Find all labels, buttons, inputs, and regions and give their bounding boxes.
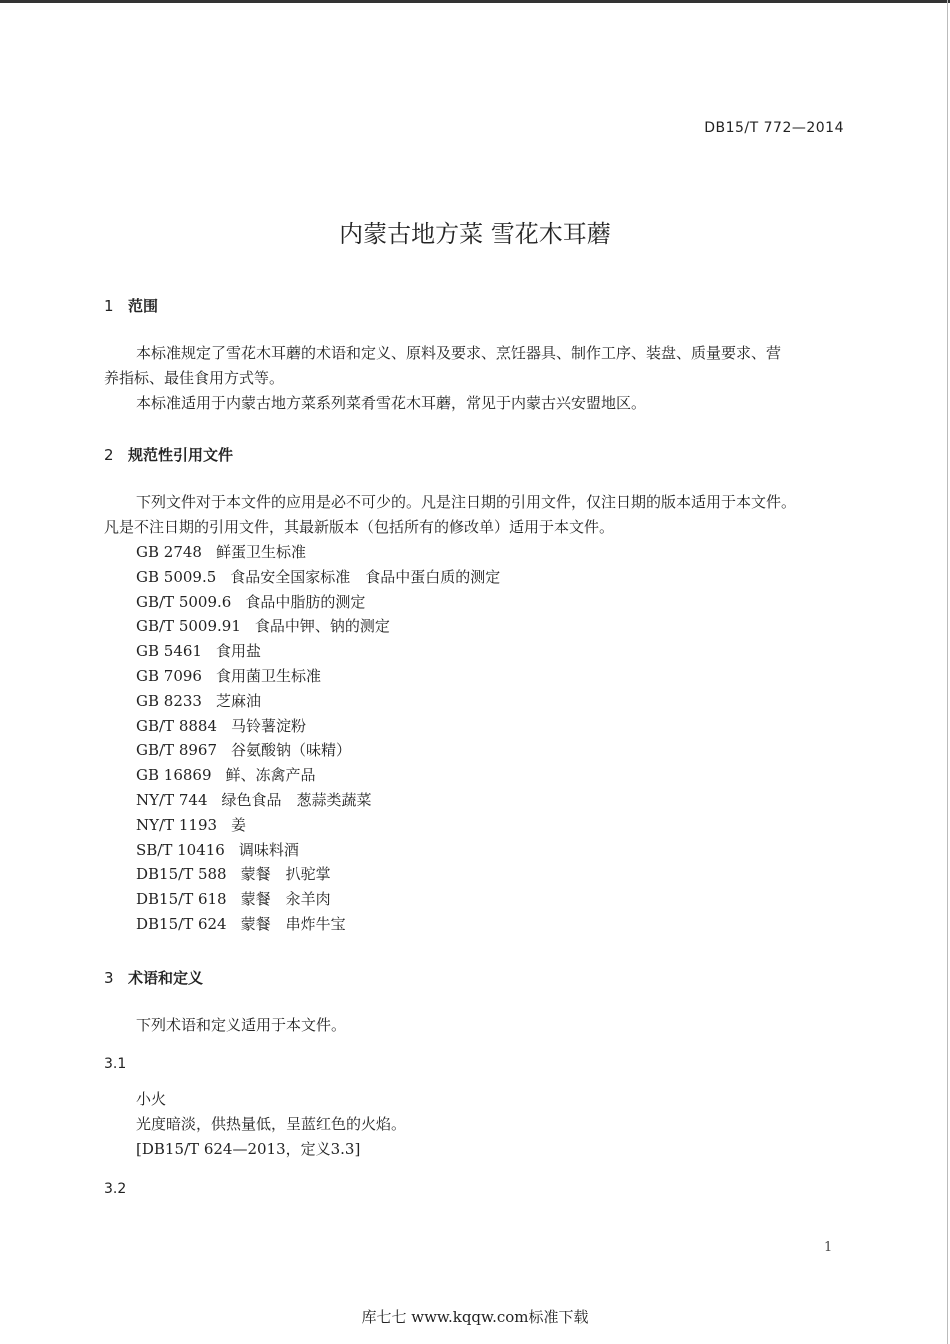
reference-code: GB 7096 <box>136 666 202 685</box>
section-2-intro-line2: 凡是不注日期的引用文件，其最新版本（包括所有的修改单）适用于本文件。 <box>104 518 615 536</box>
reference-name: 调味料酒 <box>238 840 299 859</box>
reference-code: GB/T 5009.6 <box>136 592 232 611</box>
section-1-para1-line1: 本标准规定了雪花木耳蘑的术语和定义、原料及要求、烹饪器具、制作工序、装盘、质量要求、营 <box>136 344 782 362</box>
section-3-title: 术语和定义 <box>128 969 204 987</box>
reference-name: 食品中脂肪的测定 <box>245 592 366 611</box>
reference-item <box>136 763 500 788</box>
reference-name: 蒙餐 汆羊肉 <box>240 890 331 909</box>
reference-item <box>136 738 500 763</box>
reference-code: GB 2748 <box>136 543 202 561</box>
section-3-heading <box>104 967 203 988</box>
term-3-1-name: 小火 <box>136 1090 167 1108</box>
reference-code: DB15/T 588 <box>136 865 227 884</box>
term-3-2-number: 3.2 <box>104 1181 127 1197</box>
reference-code: GB 5461 <box>136 642 202 661</box>
page-right-border <box>947 0 948 1344</box>
section-2-title: 规范性引用文件 <box>128 446 234 464</box>
reference-name: 绿色食品 葱蒜类蔬菜 <box>221 790 372 809</box>
term-3-1-number: 3.1 <box>104 1056 127 1072</box>
reference-code: GB 5009.5 <box>136 567 217 586</box>
page-top-border <box>0 0 950 3</box>
reference-name: 蒙餐 扒驼掌 <box>240 865 331 884</box>
footer-watermark: 库七七 www.kqqw.com标准下载 <box>361 1308 589 1326</box>
reference-code: GB/T 8967 <box>136 741 218 760</box>
reference-item <box>136 614 500 639</box>
reference-code: GB 8233 <box>136 691 202 710</box>
section-1-para2: 本标准适用于内蒙古地方菜系列菜肴雪花木耳蘑，常见于内蒙古兴安盟地区。 <box>136 394 647 412</box>
reference-item <box>136 788 500 813</box>
reference-name: 鲜蛋卫生标准 <box>215 543 306 561</box>
standard-number: DB15/T 772—2014 <box>704 120 844 136</box>
reference-code: DB15/T 624 <box>136 914 227 933</box>
reference-item <box>136 664 500 689</box>
section-2-intro-line1: 下列文件对于本文件的应用是必不可少的。凡是注日期的引用文件，仅注日期的版本适用于本文件。 <box>136 493 797 511</box>
term-3-1-source: [DB15/T 624—2013，定义3.3] <box>136 1140 361 1158</box>
reference-code: SB/T 10416 <box>136 840 225 859</box>
reference-item <box>136 639 500 664</box>
reference-name: 蒙餐 串炸牛宝 <box>240 914 346 933</box>
section-1-title: 范围 <box>128 297 159 315</box>
reference-item <box>136 714 500 739</box>
reference-code: GB 16869 <box>136 766 212 785</box>
section-1-para1-line2: 养指标、最佳食用方式等。 <box>104 369 285 387</box>
reference-name: 姜 <box>231 815 247 834</box>
reference-item <box>136 813 500 838</box>
reference-code: DB15/T 618 <box>136 890 227 909</box>
reference-list <box>136 540 500 937</box>
section-3-intro: 下列术语和定义适用于本文件。 <box>136 1016 347 1034</box>
section-1-number: 1 <box>104 297 114 315</box>
reference-item <box>136 540 500 565</box>
reference-code: NY/T 744 <box>136 790 208 809</box>
reference-item <box>136 590 500 615</box>
reference-name: 芝麻油 <box>215 691 261 710</box>
reference-code: GB/T 5009.91 <box>136 617 241 636</box>
reference-item <box>136 912 500 937</box>
reference-name: 食用盐 <box>215 642 261 661</box>
reference-item <box>136 565 500 590</box>
reference-name: 马铃薯淀粉 <box>231 716 307 735</box>
reference-code: GB/T 8884 <box>136 716 218 735</box>
reference-item <box>136 689 500 714</box>
reference-name: 食品中钾、钠的测定 <box>254 617 390 636</box>
document-title: 内蒙古地方菜 雪花木耳蘑 <box>339 220 611 248</box>
reference-name: 食品安全国家标准 食品中蛋白质的测定 <box>230 567 501 586</box>
section-3-number: 3 <box>104 969 114 987</box>
reference-item <box>136 887 500 912</box>
reference-item <box>136 838 500 863</box>
section-2-heading <box>104 444 233 465</box>
reference-name: 谷氨酸钠（味精） <box>231 741 352 760</box>
term-3-1-definition: 光度暗淡，供热量低，呈蓝红色的火焰。 <box>136 1115 407 1133</box>
section-1-heading <box>104 295 158 316</box>
section-2-number: 2 <box>104 446 114 464</box>
page-number: 1 <box>824 1240 833 1255</box>
reference-code: NY/T 1193 <box>136 815 218 834</box>
reference-item <box>136 862 500 887</box>
reference-name: 鲜、冻禽产品 <box>225 766 316 785</box>
reference-name: 食用菌卫生标准 <box>215 666 321 685</box>
